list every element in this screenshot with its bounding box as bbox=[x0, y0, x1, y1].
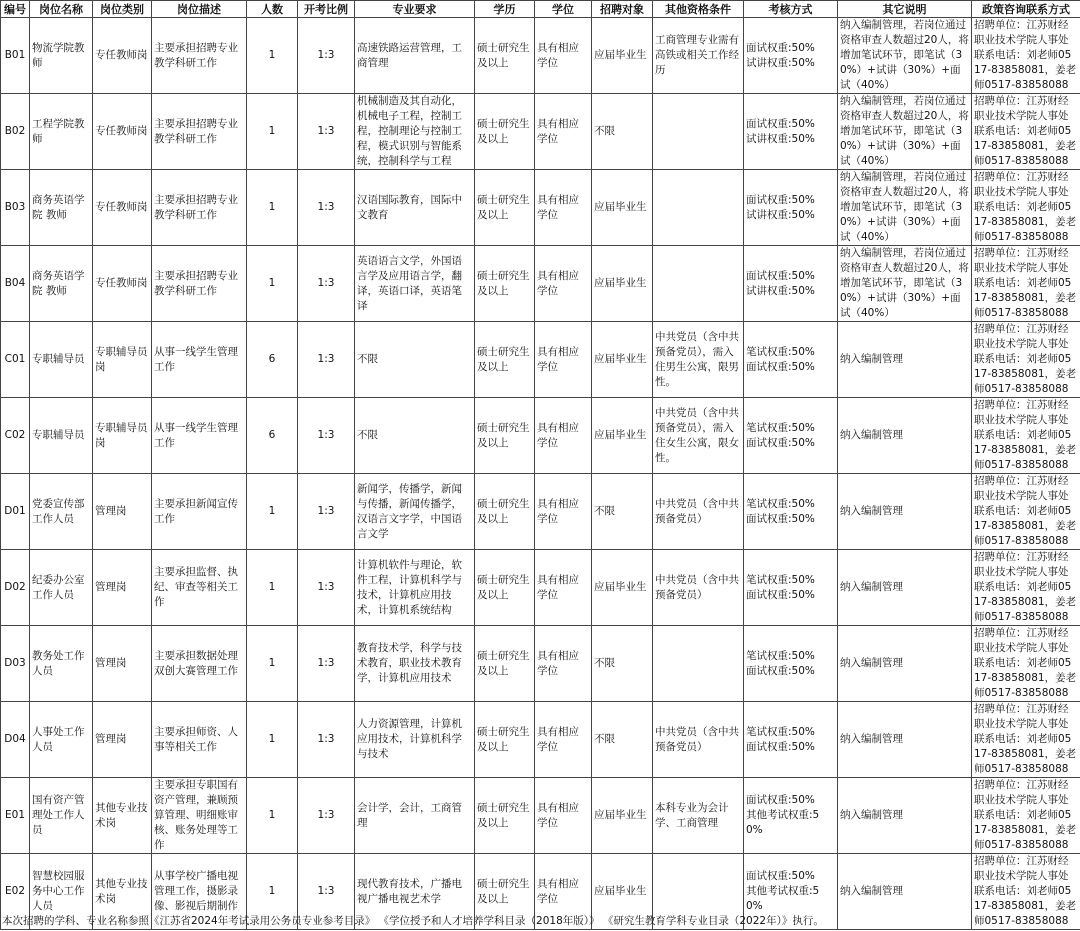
cell-notes: 纳入编制管理，若岗位通过资格审查人数超过20人，将增加笔试环节，即笔试（30%）+试讲（30%）+面试（40%） bbox=[838, 170, 972, 246]
cell-contact: 招聘单位：江苏财经职业技术学院人事处联系电话：刘老师0517-83858081，姜老师0517-83858088 bbox=[972, 702, 1080, 778]
cell-degree: 具有相应学位 bbox=[535, 398, 592, 474]
cell-degree: 具有相应学位 bbox=[535, 170, 592, 246]
cell-id: D03 bbox=[1, 626, 30, 702]
cell-count: 1 bbox=[247, 474, 298, 550]
cell-category: 管理岗 bbox=[93, 626, 152, 702]
cell-major: 高速铁路运营管理，工商管理 bbox=[355, 18, 475, 94]
cell-edu: 硕士研究生及以上 bbox=[475, 702, 535, 778]
cell-degree: 具有相应学位 bbox=[535, 778, 592, 854]
cell-target: 应届毕业生 bbox=[592, 398, 653, 474]
cell-name: 人事处工作人员 bbox=[30, 702, 93, 778]
cell-desc: 从事一线学生管理工作 bbox=[152, 398, 247, 474]
cell-id: D01 bbox=[1, 474, 30, 550]
footnote: 本次招聘的学科、专业名称参照《江苏省2024年考试录用公务员专业参考目录》 《学位授予和人才培养学科目录（2018年版）》 《研究生教育学科专业目录（2022年）》执行。 bbox=[2, 915, 824, 927]
table-row bbox=[1, 322, 1080, 398]
cell-desc: 主要承担专职国有资产管理，兼顾预算管理、明细账审核、账务处理等工作 bbox=[152, 778, 247, 854]
cell-contact: 招聘单位：江苏财经职业技术学院人事处联系电话：刘老师0517-83858081，姜老师0517-83858088 bbox=[972, 246, 1080, 322]
cell-assess: 面试权重:50% 试讲权重:50% bbox=[744, 170, 838, 246]
cell-edu: 硕士研究生及以上 bbox=[475, 398, 535, 474]
cell-major: 机械制造及其自动化，机械电子工程，控制工程，控制理论与控制工程，模式识别与智能系统，控制科学与工程 bbox=[355, 94, 475, 170]
cell-ratio: 1:3 bbox=[298, 626, 355, 702]
cell-count: 1 bbox=[247, 18, 298, 94]
cell-other-req bbox=[653, 626, 744, 702]
table-row bbox=[1, 94, 1080, 170]
table-row bbox=[1, 702, 1080, 778]
cell-edu: 硕士研究生及以上 bbox=[475, 550, 535, 626]
cell-edu: 硕士研究生及以上 bbox=[475, 626, 535, 702]
cell-degree: 具有相应学位 bbox=[535, 854, 592, 930]
cell-id: D04 bbox=[1, 702, 30, 778]
cell-assess: 笔试权重:50% 面试权重:50% bbox=[744, 474, 838, 550]
cell-edu: 硕士研究生及以上 bbox=[475, 854, 535, 930]
header-degree: 学位 bbox=[535, 1, 592, 18]
cell-id: C01 bbox=[1, 322, 30, 398]
cell-degree: 具有相应学位 bbox=[535, 322, 592, 398]
cell-count: 1 bbox=[247, 778, 298, 854]
table-row bbox=[1, 626, 1080, 702]
header-count: 人数 bbox=[247, 1, 298, 18]
cell-edu: 硕士研究生及以上 bbox=[475, 322, 535, 398]
cell-name: 工程学院教师 bbox=[30, 94, 93, 170]
cell-target: 不限 bbox=[592, 626, 653, 702]
cell-contact: 招聘单位：江苏财经职业技术学院人事处联系电话：刘老师0517-83858081，姜老师0517-83858088 bbox=[972, 778, 1080, 854]
table-row bbox=[1, 398, 1080, 474]
cell-target: 应届毕业生 bbox=[592, 246, 653, 322]
cell-contact: 招聘单位：江苏财经职业技术学院人事处联系电话：刘老师0517-83858081，姜老师0517-83858088 bbox=[972, 398, 1080, 474]
cell-count: 1 bbox=[247, 550, 298, 626]
cell-id: C02 bbox=[1, 398, 30, 474]
cell-notes: 纳入编制管理 bbox=[838, 398, 972, 474]
header-contact: 政策咨询联系方式 bbox=[972, 1, 1080, 18]
cell-id: E02 bbox=[1, 854, 30, 930]
cell-ratio: 1:3 bbox=[298, 246, 355, 322]
cell-name: 商务英语学院 教师 bbox=[30, 170, 93, 246]
cell-notes: 纳入编制管理 bbox=[838, 550, 972, 626]
cell-other-req bbox=[653, 170, 744, 246]
cell-major: 英语语言文学，外国语言学及应用语言学，翻译，英语口译，英语笔译 bbox=[355, 246, 475, 322]
cell-category: 专任教师岗 bbox=[93, 170, 152, 246]
cell-major: 计算机软件与理论，软件工程，计算机科学与技术，计算机应用技术，计算机系统结构 bbox=[355, 550, 475, 626]
cell-name: 教务处工作人员 bbox=[30, 626, 93, 702]
cell-contact: 招聘单位：江苏财经职业技术学院人事处联系电话：刘老师0517-83858081，姜老师0517-83858088 bbox=[972, 170, 1080, 246]
cell-contact: 招聘单位：江苏财经职业技术学院人事处联系电话：刘老师0517-83858081，姜老师0517-83858088 bbox=[972, 626, 1080, 702]
cell-name: 国有资产管理处工作人员 bbox=[30, 778, 93, 854]
cell-degree: 具有相应学位 bbox=[535, 550, 592, 626]
cell-id: D02 bbox=[1, 550, 30, 626]
cell-degree: 具有相应学位 bbox=[535, 18, 592, 94]
cell-notes: 纳入编制管理，若岗位通过资格审查人数超过20人，将增加笔试环节，即笔试（30%）+试讲（30%）+面试（40%） bbox=[838, 18, 972, 94]
header-id: 编号 bbox=[1, 1, 30, 18]
cell-desc: 从事一线学生管理工作 bbox=[152, 322, 247, 398]
header-category: 岗位类别 bbox=[93, 1, 152, 18]
cell-other-req: 中共党员（含中共预备党员） bbox=[653, 702, 744, 778]
cell-edu: 硕士研究生及以上 bbox=[475, 94, 535, 170]
cell-other-req: 中共党员（含中共预备党员），需入住男生公寓，限男性。 bbox=[653, 322, 744, 398]
table-body bbox=[1, 18, 1080, 930]
cell-degree: 具有相应学位 bbox=[535, 626, 592, 702]
cell-desc: 主要承担监督、执纪、审查等相关工作 bbox=[152, 550, 247, 626]
cell-name: 纪委办公室工作人员 bbox=[30, 550, 93, 626]
header-major: 专业要求 bbox=[355, 1, 475, 18]
cell-id: B02 bbox=[1, 94, 30, 170]
cell-degree: 具有相应学位 bbox=[535, 94, 592, 170]
cell-edu: 硕士研究生及以上 bbox=[475, 246, 535, 322]
header-name: 岗位名称 bbox=[30, 1, 93, 18]
cell-notes: 纳入编制管理 bbox=[838, 322, 972, 398]
cell-target: 应届毕业生 bbox=[592, 550, 653, 626]
cell-other-req: 中共党员（含中共预备党员） bbox=[653, 550, 744, 626]
cell-ratio: 1:3 bbox=[298, 550, 355, 626]
cell-major: 会计学，会计，工商管理 bbox=[355, 778, 475, 854]
cell-target: 不限 bbox=[592, 94, 653, 170]
header-edu: 学历 bbox=[475, 1, 535, 18]
cell-assess: 面试权重:50% 其他考试权重:50% bbox=[744, 778, 838, 854]
cell-degree: 具有相应学位 bbox=[535, 246, 592, 322]
cell-major: 新闻学，传播学，新闻与传播，新闻传播学，汉语言文字学，中国语言文学 bbox=[355, 474, 475, 550]
cell-category: 管理岗 bbox=[93, 550, 152, 626]
header-desc: 岗位描述 bbox=[152, 1, 247, 18]
table-header-row bbox=[1, 1, 1080, 18]
cell-target: 不限 bbox=[592, 702, 653, 778]
cell-ratio: 1:3 bbox=[298, 854, 355, 930]
cell-ratio: 1:3 bbox=[298, 398, 355, 474]
cell-assess: 笔试权重:50% 面试权重:50% bbox=[744, 550, 838, 626]
cell-ratio: 1:3 bbox=[298, 18, 355, 94]
cell-category: 其他专业技术岗 bbox=[93, 854, 152, 930]
cell-category: 其他专业技术岗 bbox=[93, 778, 152, 854]
cell-count: 1 bbox=[247, 170, 298, 246]
cell-target: 应届毕业生 bbox=[592, 170, 653, 246]
cell-notes: 纳入编制管理，若岗位通过资格审查人数超过20人，将增加笔试环节，即笔试（30%）+试讲（30%）+面试（40%） bbox=[838, 246, 972, 322]
cell-assess: 面试权重:50% 试讲权重:50% bbox=[744, 18, 838, 94]
cell-contact: 招聘单位：江苏财经职业技术学院人事处联系电话：刘老师0517-83858081，姜老师0517-83858088 bbox=[972, 854, 1080, 930]
cell-category: 管理岗 bbox=[93, 702, 152, 778]
cell-major: 不限 bbox=[355, 398, 475, 474]
cell-desc: 主要承担师资、人事等相关工作 bbox=[152, 702, 247, 778]
cell-target: 应届毕业生 bbox=[592, 322, 653, 398]
cell-desc: 主要承担招聘专业教学科研工作 bbox=[152, 94, 247, 170]
cell-contact: 招聘单位：江苏财经职业技术学院人事处联系电话：刘老师0517-83858081，姜老师0517-83858088 bbox=[972, 94, 1080, 170]
table-row bbox=[1, 778, 1080, 854]
header-ratio: 开考比例 bbox=[298, 1, 355, 18]
cell-desc: 主要承担数据处理双创大赛管理工作 bbox=[152, 626, 247, 702]
cell-contact: 招聘单位：江苏财经职业技术学院人事处联系电话：刘老师0517-83858081，姜老师0517-83858088 bbox=[972, 322, 1080, 398]
cell-count: 1 bbox=[247, 94, 298, 170]
table-row bbox=[1, 18, 1080, 94]
cell-major: 不限 bbox=[355, 322, 475, 398]
cell-other-req: 本科专业为会计学、工商管理 bbox=[653, 778, 744, 854]
cell-major: 现代教育技术，广播电视广播电视艺术学 bbox=[355, 854, 475, 930]
cell-category: 专任教师岗 bbox=[93, 94, 152, 170]
cell-other-req bbox=[653, 246, 744, 322]
cell-edu: 硕士研究生及以上 bbox=[475, 778, 535, 854]
cell-edu: 硕士研究生及以上 bbox=[475, 474, 535, 550]
cell-category: 专职辅导员岗 bbox=[93, 322, 152, 398]
cell-other-req: 中共党员（含中共预备党员） bbox=[653, 474, 744, 550]
cell-notes: 纳入编制管理 bbox=[838, 854, 972, 930]
cell-count: 1 bbox=[247, 246, 298, 322]
cell-ratio: 1:3 bbox=[298, 322, 355, 398]
cell-desc: 主要承担招聘专业教学科研工作 bbox=[152, 18, 247, 94]
cell-category: 专任教师岗 bbox=[93, 246, 152, 322]
cell-target: 不限 bbox=[592, 474, 653, 550]
cell-degree: 具有相应学位 bbox=[535, 474, 592, 550]
cell-major: 汉语国际教育，国际中文教育 bbox=[355, 170, 475, 246]
cell-assess: 面试权重:50% 试讲权重:50% bbox=[744, 94, 838, 170]
cell-name: 物流学院教师 bbox=[30, 18, 93, 94]
cell-assess: 笔试权重:50% 面试权重:50% bbox=[744, 398, 838, 474]
cell-count: 6 bbox=[247, 398, 298, 474]
cell-assess: 笔试权重:50% 面试权重:50% bbox=[744, 702, 838, 778]
cell-notes: 纳入编制管理 bbox=[838, 702, 972, 778]
cell-contact: 招聘单位：江苏财经职业技术学院人事处联系电话：刘老师0517-83858081，姜老师0517-83858088 bbox=[972, 550, 1080, 626]
cell-count: 1 bbox=[247, 626, 298, 702]
cell-count: 1 bbox=[247, 702, 298, 778]
table-row bbox=[1, 550, 1080, 626]
cell-desc: 主要承担招聘专业教学科研工作 bbox=[152, 170, 247, 246]
table-row bbox=[1, 246, 1080, 322]
cell-target: 应届毕业生 bbox=[592, 778, 653, 854]
cell-name: 商务英语学院 教师 bbox=[30, 246, 93, 322]
cell-name: 专职辅导员 bbox=[30, 398, 93, 474]
cell-id: B01 bbox=[1, 18, 30, 94]
cell-name: 党委宣传部工作人员 bbox=[30, 474, 93, 550]
cell-id: B04 bbox=[1, 246, 30, 322]
cell-major: 人力资源管理，计算机应用技术，计算机科学与技术 bbox=[355, 702, 475, 778]
cell-assess: 面试权重:50% 试讲权重:50% bbox=[744, 246, 838, 322]
cell-assess: 笔试权重:50% 面试权重:50% bbox=[744, 626, 838, 702]
cell-id: B03 bbox=[1, 170, 30, 246]
cell-count: 1 bbox=[247, 854, 298, 930]
cell-degree: 具有相应学位 bbox=[535, 702, 592, 778]
cell-contact: 招聘单位：江苏财经职业技术学院人事处联系电话：刘老师0517-83858081，姜老师0517-83858088 bbox=[972, 474, 1080, 550]
cell-category: 专任教师岗 bbox=[93, 18, 152, 94]
cell-other-req: 工商管理专业需有高铁或相关工作经历 bbox=[653, 18, 744, 94]
cell-ratio: 1:3 bbox=[298, 778, 355, 854]
cell-edu: 硕士研究生及以上 bbox=[475, 170, 535, 246]
cell-notes: 纳入编制管理 bbox=[838, 778, 972, 854]
cell-ratio: 1:3 bbox=[298, 94, 355, 170]
table-row bbox=[1, 474, 1080, 550]
cell-major: 教育技术学，科学与技术教育，职业技术教育学，计算机应用技术 bbox=[355, 626, 475, 702]
cell-target: 应届毕业生 bbox=[592, 854, 653, 930]
cell-assess: 笔试权重:50% 面试权重:50% bbox=[744, 322, 838, 398]
cell-count: 6 bbox=[247, 322, 298, 398]
cell-target: 应届毕业生 bbox=[592, 18, 653, 94]
cell-id: E01 bbox=[1, 778, 30, 854]
cell-desc: 从事学校广播电视管理工作，摄影录像、影视后期制作 bbox=[152, 854, 247, 930]
cell-assess: 面试权重:50% 其他考试权重:50% bbox=[744, 854, 838, 930]
cell-ratio: 1:3 bbox=[298, 702, 355, 778]
header-notes: 其它说明 bbox=[838, 1, 972, 18]
header-other-req: 其他资格条件 bbox=[653, 1, 744, 18]
cell-notes: 纳入编制管理 bbox=[838, 626, 972, 702]
cell-desc: 主要承担新闻宣传工作 bbox=[152, 474, 247, 550]
table-row bbox=[1, 170, 1080, 246]
cell-category: 管理岗 bbox=[93, 474, 152, 550]
cell-notes: 纳入编制管理 bbox=[838, 474, 972, 550]
header-assess: 考核方式 bbox=[744, 1, 838, 18]
cell-edu: 硕士研究生及以上 bbox=[475, 18, 535, 94]
cell-other-req: 中共党员（含中共预备党员），需入住女生公寓，限女性。 bbox=[653, 398, 744, 474]
cell-category: 专职辅导员岗 bbox=[93, 398, 152, 474]
header-target: 招聘对象 bbox=[592, 1, 653, 18]
cell-name: 专职辅导员 bbox=[30, 322, 93, 398]
cell-desc: 主要承担招聘专业教学科研工作 bbox=[152, 246, 247, 322]
cell-notes: 纳入编制管理，若岗位通过资格审查人数超过20人，将增加笔试环节，即笔试（30%）+试讲（30%）+面试（40%） bbox=[838, 94, 972, 170]
cell-ratio: 1:3 bbox=[298, 170, 355, 246]
cell-other-req bbox=[653, 94, 744, 170]
cell-name: 智慧校园服务中心工作人员 bbox=[30, 854, 93, 930]
cell-ratio: 1:3 bbox=[298, 474, 355, 550]
cell-contact: 招聘单位：江苏财经职业技术学院人事处联系电话：刘老师0517-83858081，姜老师0517-83858088 bbox=[972, 18, 1080, 94]
